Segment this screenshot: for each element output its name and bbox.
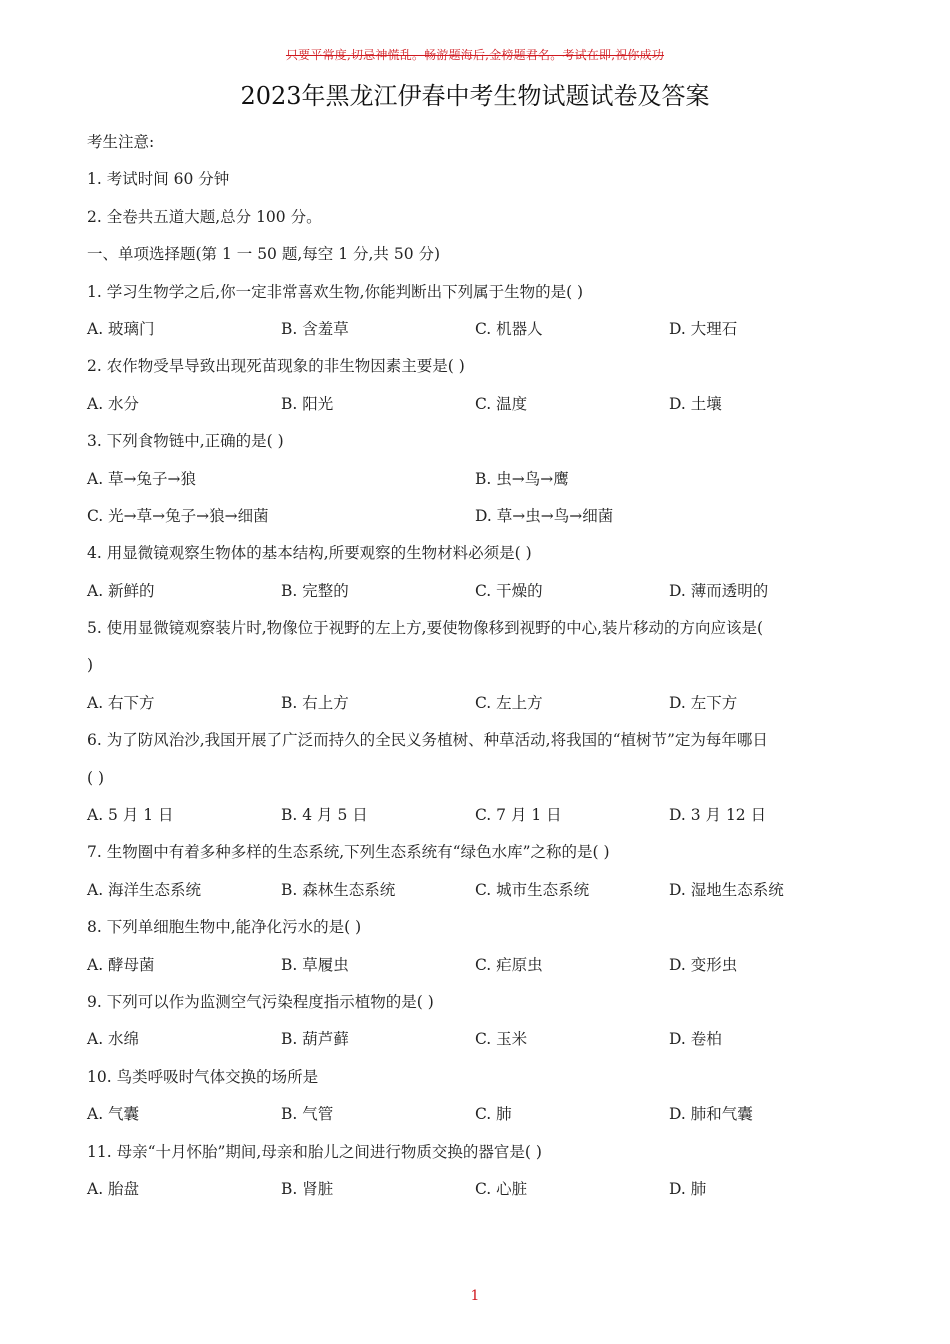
option: A. 气囊 [87, 1105, 140, 1124]
option-row [87, 690, 877, 727]
question-stem: 11. 母亲“十月怀胎”期间,母亲和胎儿之间进行物质交换的器官是( ) [87, 1142, 542, 1161]
option: C. 肺 [475, 1105, 512, 1124]
option: A. 水分 [87, 394, 140, 413]
option: C. 机器人 [475, 319, 543, 338]
option: B. 含羞草 [281, 319, 349, 338]
option: D. 肺和气囊 [669, 1105, 753, 1124]
option: B. 葫芦藓 [281, 1030, 349, 1049]
option: C. 左上方 [475, 693, 543, 712]
page-title: 2023年黑龙江伊春中考生物试题试卷及答案 [240, 82, 710, 110]
option: A. 水绵 [87, 1030, 140, 1049]
question-stem: 2. 农作物受旱导致出现死苗现象的非生物因素主要是( ) [87, 357, 465, 376]
question-stem: 9. 下列可以作为监测空气污染程度指示植物的是( ) [87, 992, 434, 1011]
option: B. 4 月 5 日 [281, 806, 368, 825]
option: C. 城市生态系统 [475, 880, 590, 899]
option-row [87, 1101, 877, 1138]
option: B. 草履虫 [281, 955, 349, 974]
option: D. 土壤 [669, 394, 722, 413]
notice-heading: 考生注意: [87, 133, 155, 151]
option: D. 卷柏 [669, 1030, 722, 1049]
option: C. 温度 [475, 394, 528, 413]
option-row [87, 316, 877, 353]
option: D. 湿地生态系统 [669, 880, 784, 899]
option-row [87, 1176, 877, 1213]
option: C. 疟原虫 [475, 955, 543, 974]
question-stem-continuation: ( ) [87, 768, 105, 787]
option: A. 玻璃门 [87, 319, 155, 338]
option-row [87, 391, 877, 428]
option: B. 气管 [281, 1105, 334, 1124]
option: A. 右下方 [87, 693, 155, 712]
question-stem: 4. 用显微镜观察生物体的基本结构,所要观察的生物材料必须是( ) [87, 544, 532, 563]
option-row [87, 802, 877, 839]
section-heading: 一、单项选择题(第 1 一 50 题,每空 1 分,共 50 分) [87, 245, 441, 264]
option: D. 变形虫 [669, 955, 738, 974]
option: B. 森林生态系统 [281, 880, 396, 899]
option: B. 阳光 [281, 394, 334, 413]
option: A. 胎盘 [87, 1179, 140, 1198]
option: C. 7 月 1 日 [475, 806, 562, 825]
option: C. 光→草→兔子→狼→细菌 [87, 506, 269, 525]
option: D. 草→虫→鸟→细菌 [475, 506, 614, 525]
question-stem: 10. 鸟类呼吸时气体交换的场所是 [87, 1067, 319, 1086]
question-stem: 1. 学习生物学之后,你一定非常喜欢生物,你能判断出下列属于生物的是( ) [87, 282, 584, 301]
question-stem: 7. 生物圈中有着多种多样的生态系统,下列生态系统有“绿色水库”之称的是( ) [87, 843, 610, 862]
option-row [87, 1026, 877, 1063]
option: C. 干燥的 [475, 581, 543, 600]
page-number: 1 [470, 1288, 480, 1304]
option: D. 3 月 12 日 [669, 806, 767, 825]
notice-item: 1. 考试时间 60 分钟 [87, 170, 230, 189]
question-stem: 3. 下列食物链中,正确的是( ) [87, 432, 284, 451]
option-row [87, 466, 877, 503]
option: D. 薄而透明的 [669, 581, 769, 600]
option-row [87, 578, 877, 615]
question-stem: 8. 下列单细胞生物中,能净化污水的是( ) [87, 918, 362, 937]
option: A. 酵母菌 [87, 955, 155, 974]
option: A. 草→兔子→狼 [87, 469, 197, 488]
option-row [87, 877, 877, 914]
option: C. 玉米 [475, 1030, 528, 1049]
question-stem: 5. 使用显微镜观察装片时,物像位于视野的左上方,要使物像移到视野的中心,装片移动的方向应该是( [87, 619, 764, 638]
option-row [87, 952, 877, 989]
option: C. 心脏 [475, 1179, 528, 1198]
option: B. 肾脏 [281, 1179, 334, 1198]
option: D. 大理石 [669, 319, 738, 338]
header-motto: 只要平常度,切忌神慌乱。畅游题海后,金榜题君名。考试在即,祝你成功 [285, 48, 665, 62]
option: B. 完整的 [281, 581, 349, 600]
option: D. 肺 [669, 1179, 707, 1198]
option: B. 右上方 [281, 693, 349, 712]
option: D. 左下方 [669, 693, 738, 712]
option: A. 5 月 1 日 [87, 806, 174, 825]
question-stem-continuation: ) [87, 656, 94, 675]
option: A. 海洋生态系统 [87, 880, 202, 899]
option: A. 新鲜的 [87, 581, 155, 600]
exam-content [87, 129, 877, 1213]
option-row [87, 503, 877, 540]
notice-item: 2. 全卷共五道大题,总分 100 分。 [87, 207, 322, 226]
option: B. 虫→鸟→鹰 [475, 469, 569, 488]
question-stem: 6. 为了防风治沙,我国开展了广泛而持久的全民义务植树、种草活动,将我国的“植树节”定为每年哪日 [87, 731, 768, 750]
